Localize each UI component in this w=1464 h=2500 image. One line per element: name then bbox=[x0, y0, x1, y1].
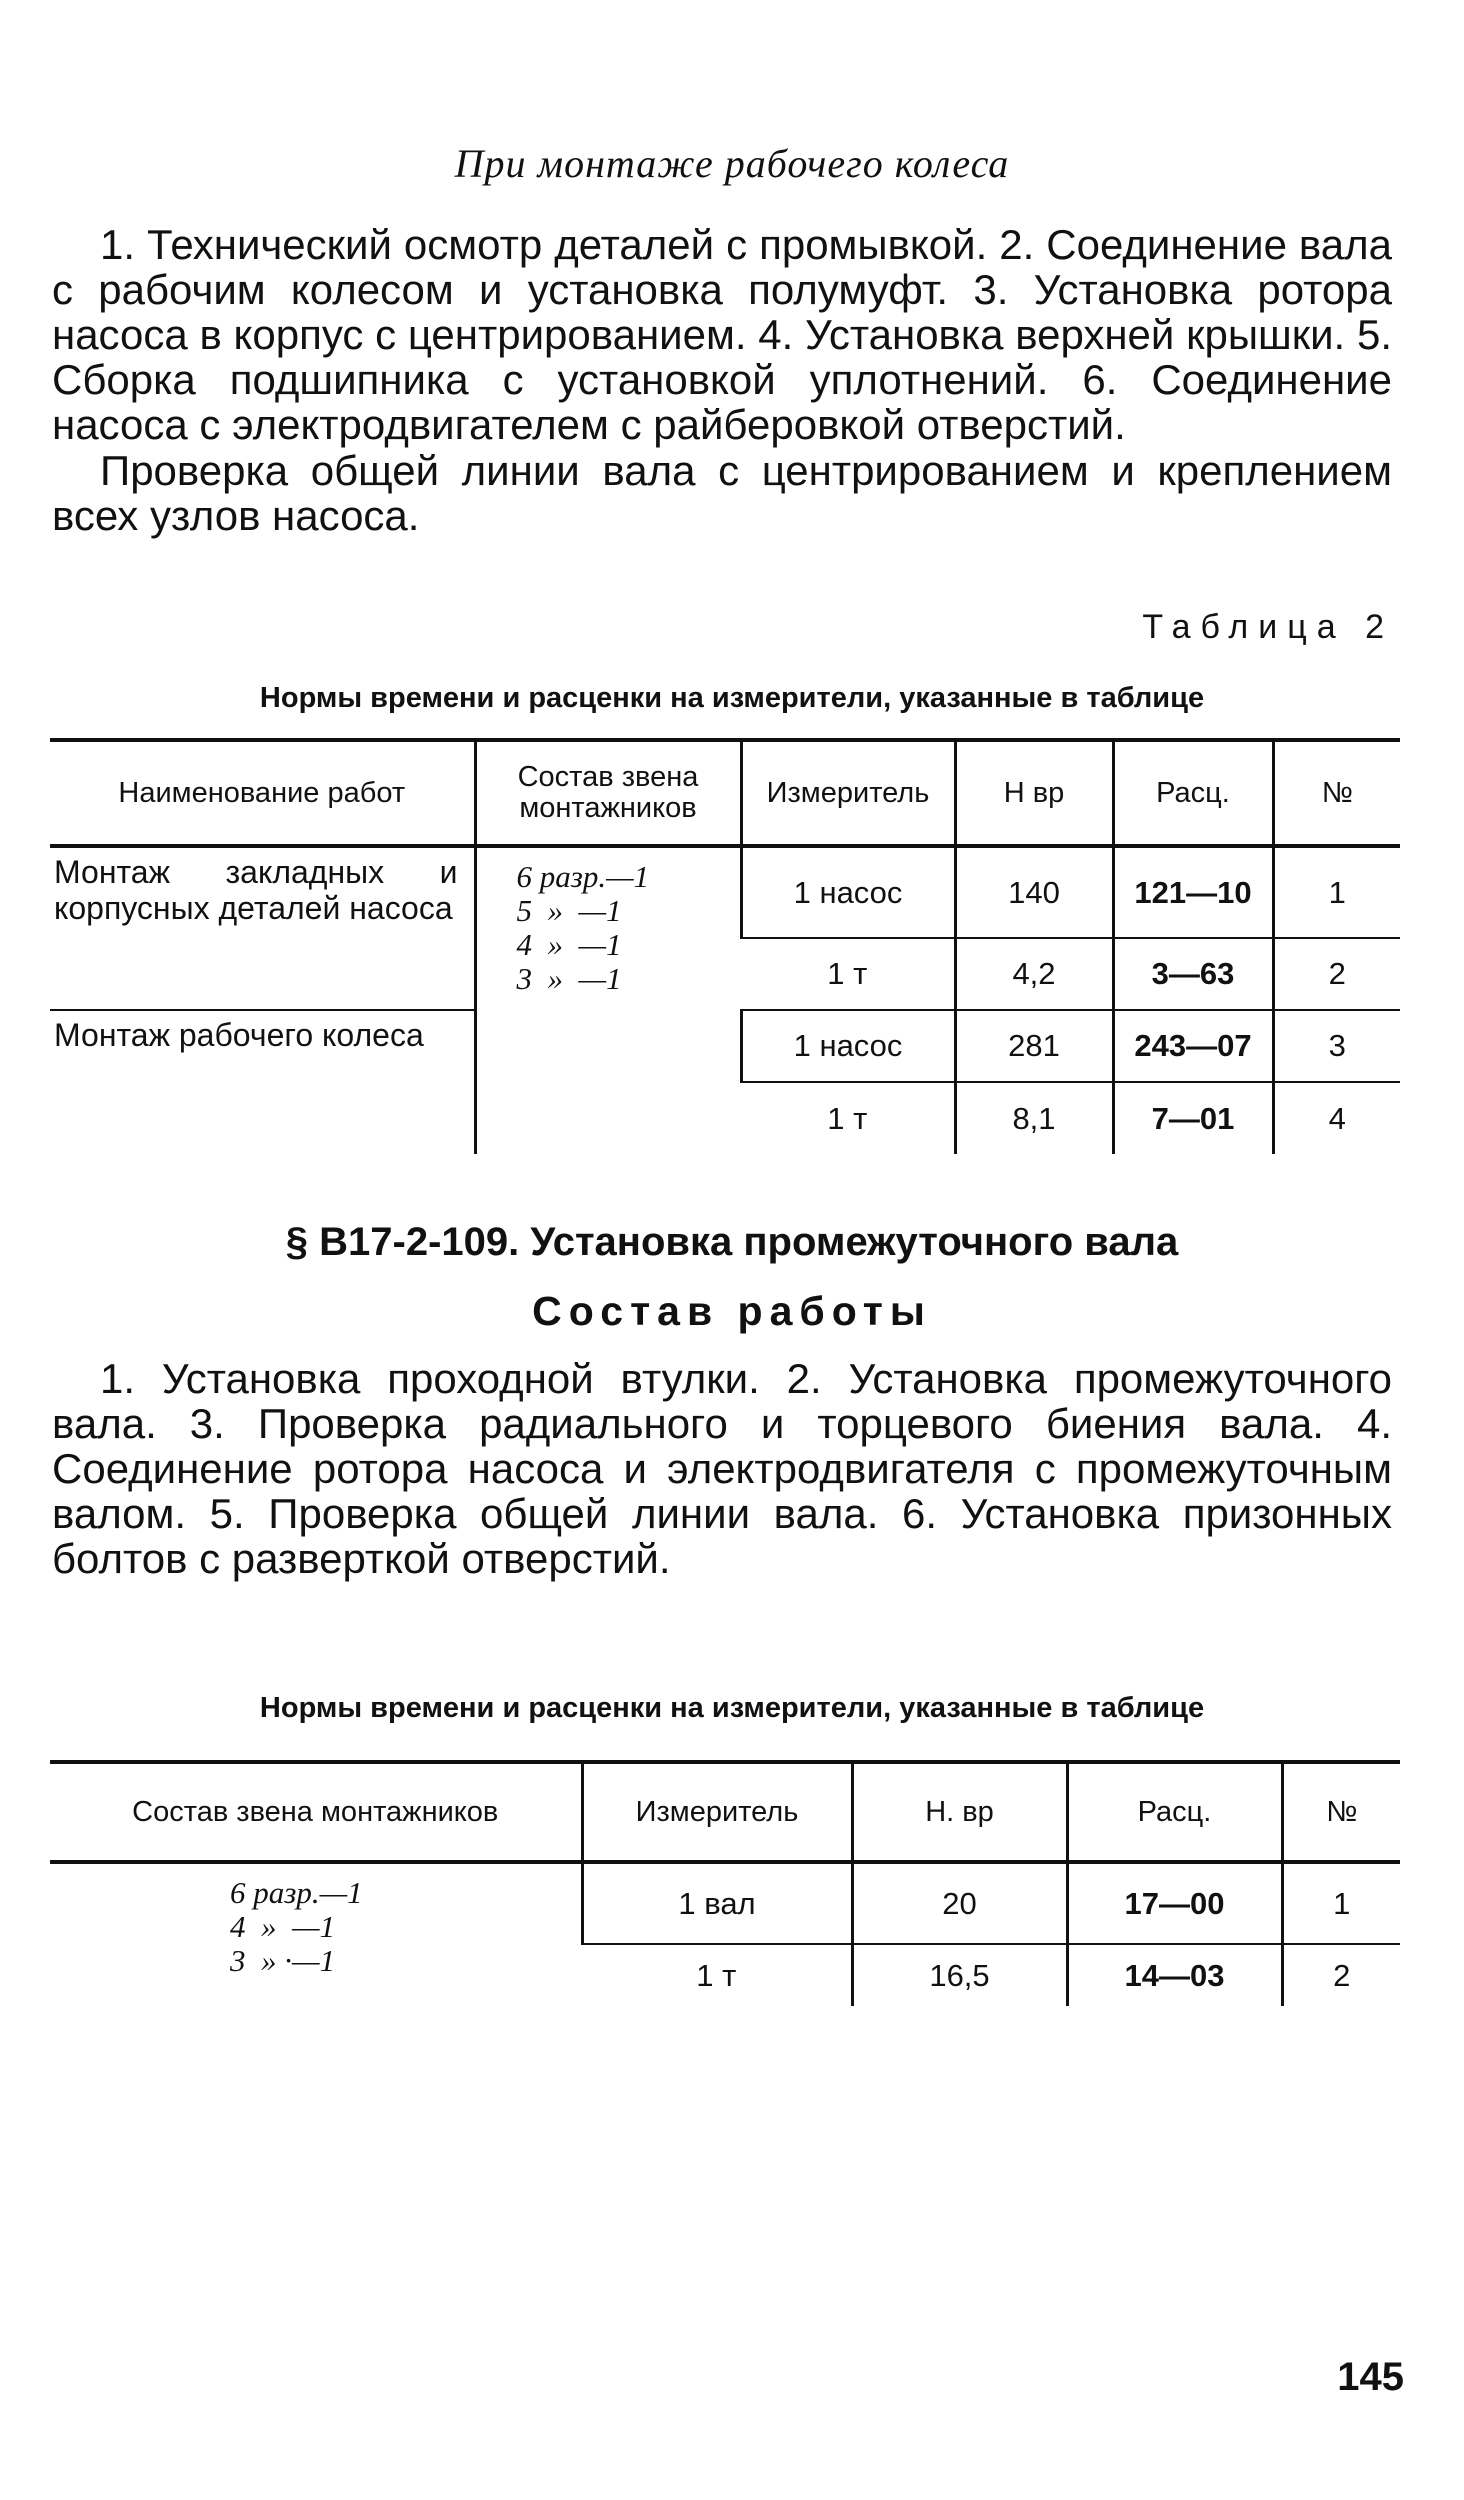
table-row bbox=[50, 846, 1400, 938]
work-name: Монтаж закладных и корпусных деталей насоса bbox=[54, 854, 458, 926]
number-cell: 2 bbox=[1273, 938, 1400, 1010]
time-norm-cell: 20 bbox=[852, 1862, 1067, 1944]
crew-composition bbox=[475, 846, 741, 1154]
check-paragraph: Проверка общей линии вала с центрированием и креплением всех узлов насоса. bbox=[52, 447, 1392, 539]
work-composition-heading: Состав работы bbox=[532, 1288, 932, 1334]
measure-cell: 1 т bbox=[741, 938, 955, 1010]
header-measure: Измеритель bbox=[741, 740, 955, 846]
header-number: № bbox=[1282, 1762, 1400, 1862]
header-time-norm: Н вр bbox=[955, 740, 1113, 846]
measure-cell: 1 т bbox=[582, 1944, 852, 2006]
header-number: № bbox=[1273, 740, 1400, 846]
number-cell: 3 bbox=[1273, 1010, 1400, 1082]
measure-cell: 1 насос bbox=[741, 1010, 955, 1082]
header-crew: Состав звена монтажников bbox=[50, 1762, 582, 1862]
table-label: Таблица 2 bbox=[1142, 608, 1394, 646]
number-cell: 4 bbox=[1273, 1082, 1400, 1154]
rate-cell: 3—63 bbox=[1113, 938, 1273, 1010]
rate-cell: 243—07 bbox=[1113, 1010, 1273, 1082]
table1 bbox=[50, 738, 1400, 1154]
work-steps-paragraph-2: 1. Установка проходной втулки. 2. Установка промежуточного вала. 3. Проверка радиального и торцевого биения вала. 4. Соединение ротора насоса и электродвигателя с промежуточным валом. 5. Проверка общей линии вала. 6. Установка призонных болтов с разверткой отверстий. bbox=[52, 1355, 1392, 1582]
time-norm-cell: 8,1 bbox=[955, 1082, 1113, 1154]
crew-line: 3 » ·—1 bbox=[230, 1943, 336, 1978]
crew-line: 4 » —1 bbox=[230, 1909, 336, 1944]
page-number: 145 bbox=[1337, 2355, 1404, 2399]
header-rate: Расц. bbox=[1113, 740, 1273, 846]
crew-line: 3 » —1 bbox=[516, 961, 622, 996]
crew-line: 6 разр.—1 bbox=[230, 1875, 363, 1910]
rate-cell: 14—03 bbox=[1067, 1944, 1282, 2006]
time-norm-cell: 16,5 bbox=[852, 1944, 1067, 2006]
crew-line: 6 разр.—1 bbox=[516, 859, 650, 894]
table2 bbox=[50, 1760, 1400, 2006]
work-name: Монтаж рабочего колеса bbox=[50, 1010, 475, 1154]
time-norm-cell: 4,2 bbox=[955, 938, 1113, 1010]
header-crew: Состав звена монтажников bbox=[475, 740, 741, 846]
table2-caption: Нормы времени и расценки на измерители, указанные в таблице bbox=[259, 1692, 1205, 1724]
table-row bbox=[50, 1862, 1400, 1944]
rate-cell: 121—10 bbox=[1113, 846, 1273, 938]
measure-cell: 1 насос bbox=[741, 846, 955, 938]
rate-cell: 7—01 bbox=[1113, 1082, 1273, 1154]
rate-cell: 17—00 bbox=[1067, 1862, 1282, 1944]
header-time-norm: Н. вр bbox=[852, 1762, 1067, 1862]
subtitle: При монтаже рабочего колеса bbox=[454, 141, 1010, 186]
number-cell: 2 bbox=[1282, 1944, 1400, 2006]
header-rate: Расц. bbox=[1067, 1762, 1282, 1862]
table1-caption: Нормы времени и расценки на измерители, указанные в таблице bbox=[259, 682, 1205, 714]
crew-line: 5 » —1 bbox=[516, 893, 622, 928]
number-cell: 1 bbox=[1282, 1862, 1400, 1944]
time-norm-cell: 140 bbox=[955, 846, 1113, 938]
time-norm-cell: 281 bbox=[955, 1010, 1113, 1082]
measure-cell: 1 вал bbox=[582, 1862, 852, 1944]
header-measure: Измеритель bbox=[582, 1762, 852, 1862]
work-steps-paragraph: 1. Технический осмотр деталей с промывкой. 2. Соединение вала с рабочим колесом и установка полумуфт. 3. Установка ротора насоса в корпус с центрированием. 4. Установка верхней крышки. 5. Сборка подшипника с установкой уплотнений. 6. Соединение насоса с электродвигателем с райберовкой отверстий. bbox=[52, 221, 1392, 448]
number-cell: 1 bbox=[1273, 846, 1400, 938]
section-title: § В17-2-109. Установка промежуточного вала bbox=[285, 1220, 1179, 1264]
header-work-name: Наименование работ bbox=[50, 740, 475, 846]
measure-cell: 1 т bbox=[741, 1082, 955, 1154]
crew-line: 4 » —1 bbox=[516, 927, 622, 962]
crew-composition bbox=[50, 1862, 582, 2006]
